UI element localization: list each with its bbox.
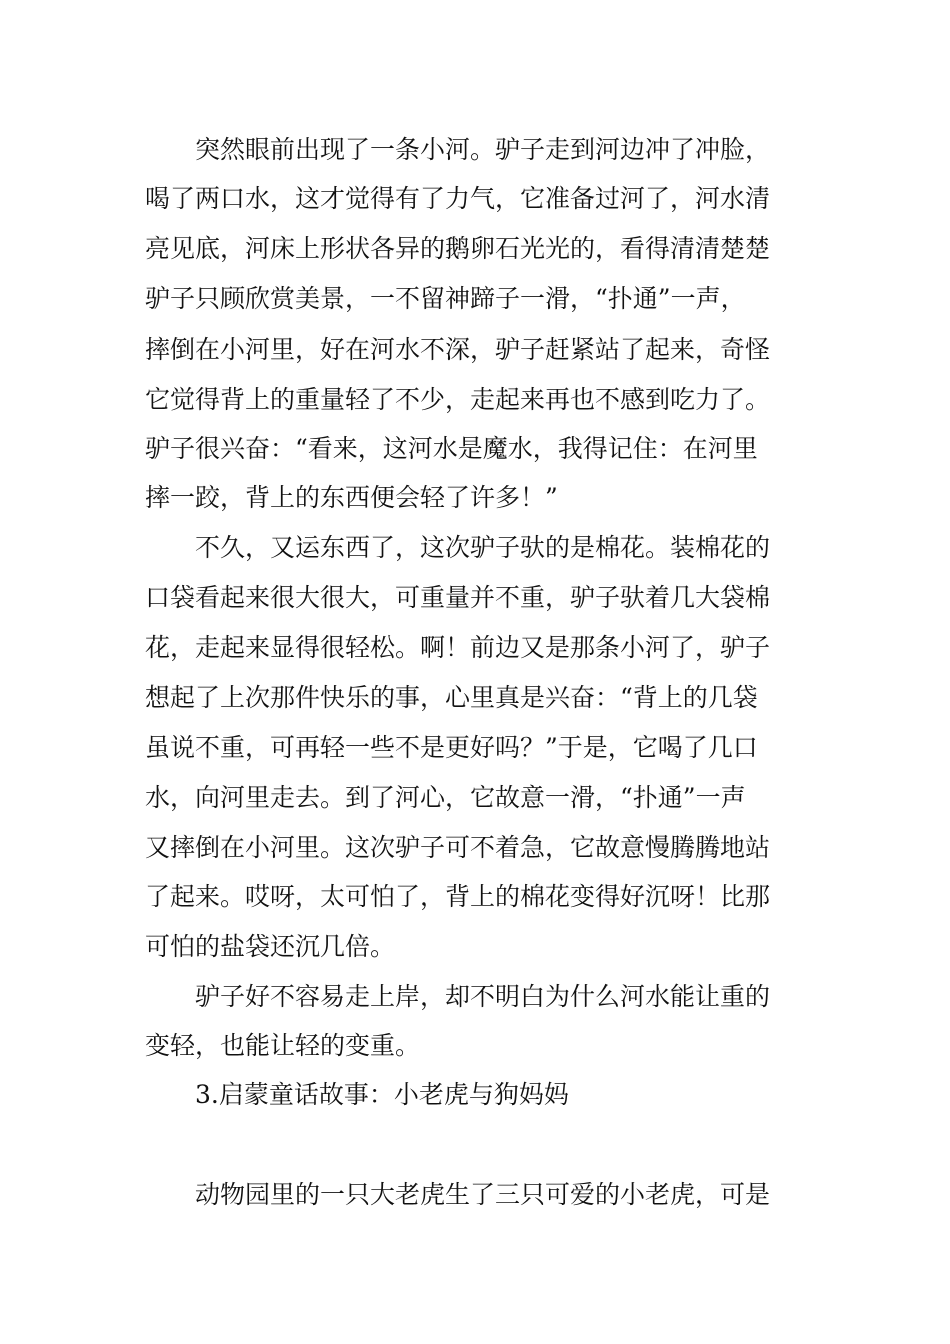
text-line: 可怕的盐袋还沉几倍。 [145,932,396,961]
text-line: 花，走起来显得很轻松。啊！前边又是那条小河了，驴子 [145,633,771,662]
text-line: 又摔倒在小河里。这次驴子可不着急，它故意慢腾腾地站 [145,833,771,862]
text-line: 摔一跤，背上的东西便会轻了许多！” [145,483,558,512]
text-line: 亮见底，河床上形状各异的鹅卵石光光的，看得清清楚楚 [145,234,771,263]
text-line: 驴子很兴奋：“看来，这河水是魔水，我得记住：在河里 [145,434,758,463]
text-line: 口袋看起来很大很大，可重量并不重，驴子驮着几大袋棉 [145,583,771,612]
text-line: 不久，又运东西了，这次驴子驮的是棉花。装棉花的 [195,533,771,562]
text-line: 它觉得背上的重量轻了不少，走起来再也不感到吃力了。 [145,385,771,414]
text-line: 想起了上次那件快乐的事，心里真是兴奋：“背上的几袋 [145,683,758,712]
text-line: 变轻，也能让轻的变重。 [145,1031,421,1060]
text-line: 驴子只顾欣赏美景，一不留神蹄子一滑，“扑通”一声， [145,284,746,313]
text-line: 突然眼前出现了一条小河。驴子走到河边冲了冲脸， [195,135,771,164]
text-line: 摔倒在小河里，好在河水不深，驴子赶紧站了起来，奇怪 [145,335,771,364]
text-line: 虽说不重，可再轻一些不是更好吗？”于是，它喝了几口 [145,733,758,762]
text-line: 动物园里的一只大老虎生了三只可爱的小老虎，可是 [195,1180,771,1209]
text-line: 喝了两口水，这才觉得有了力气，它准备过河了，河水清 [145,184,771,213]
text-line: 驴子好不容易走上岸，却不明白为什么河水能让重的 [195,982,771,1011]
text-line: 水，向河里走去。到了河心，它故意一滑，“扑通”一声 [145,783,746,812]
section-heading: 3.启蒙童话故事：小老虎与狗妈妈 [195,1080,569,1109]
text-line: 了起来。哎呀，太可怕了，背上的棉花变得好沉呀！比那 [145,882,771,911]
